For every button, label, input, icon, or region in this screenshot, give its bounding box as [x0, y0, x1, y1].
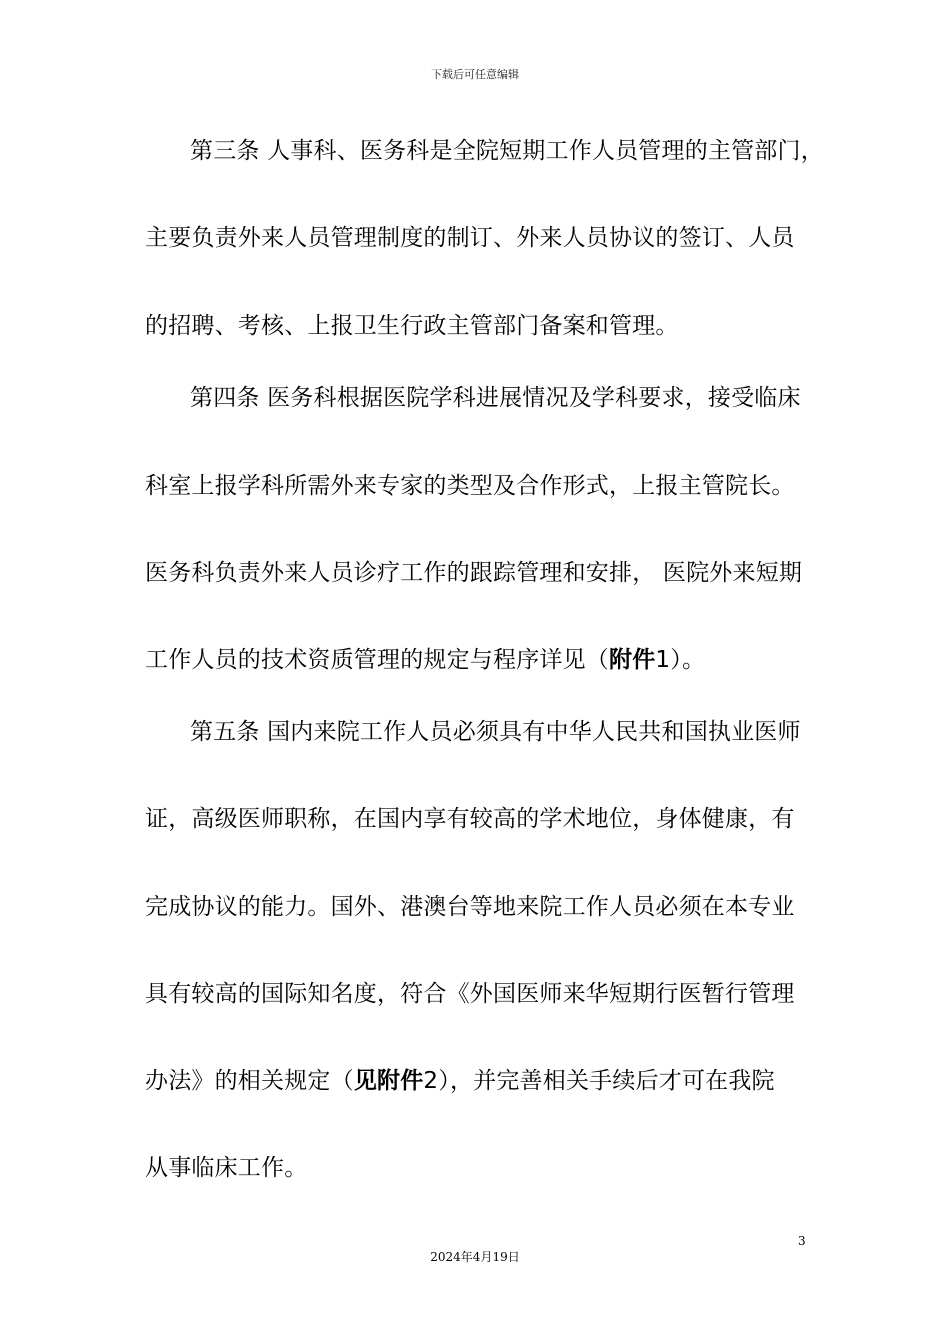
footer-date: 2024年4月19日: [430, 1250, 520, 1264]
paragraph-line: 的招聘、考核、上报卫生行政主管部门备案和管理。: [145, 313, 679, 339]
attachment-reference: 见附件: [353, 1068, 424, 1094]
paragraph-line: 科室上报学科所需外来专家的类型及合作形式，上报主管院长。: [145, 473, 795, 499]
attachment-reference: 附件: [609, 647, 656, 673]
paragraph-line: 第四条 医务科根据医院学科进展情况及学科要求，接受临床: [190, 385, 801, 411]
line-text: 1）。: [655, 647, 706, 673]
paragraph-line: [145, 645, 705, 675]
paragraph-line: 证，高级医师职称，在国内享有较高的学术地位，身体健康，有: [145, 806, 795, 832]
line-text: 工作人员的技术资质管理的规定与程序详见（: [145, 647, 609, 673]
line-text: 办法》的相关规定（: [145, 1068, 354, 1094]
line-text: 2），并完善相关手续后才可在我院: [423, 1068, 775, 1094]
paragraph-line: 主要负责外来人员管理制度的制订、外来人员协议的签订、人员: [145, 225, 795, 251]
paragraph-line: 从事临床工作。: [145, 1155, 308, 1181]
page-number: 3: [798, 1234, 806, 1248]
paragraph-line: [145, 1066, 775, 1096]
paragraph-line: 第五条 国内来院工作人员必须具有中华人民共和国执业医师: [190, 719, 801, 745]
page-header: 下载后可任意编辑: [431, 68, 519, 81]
paragraph-line: 第三条 人事科、医务科是全院短期工作人员管理的主管部门，: [190, 138, 824, 164]
paragraph-line: 具有较高的国际知名度，符合《外国医师来华短期行医暂行管理: [145, 981, 795, 1007]
paragraph-line: 医务科负责外来人员诊疗工作的跟踪管理和安排， 医院外来短期: [145, 560, 803, 586]
paragraph-line: 完成协议的能力。国外、港澳台等地来院工作人员必须在本专业: [145, 894, 795, 920]
